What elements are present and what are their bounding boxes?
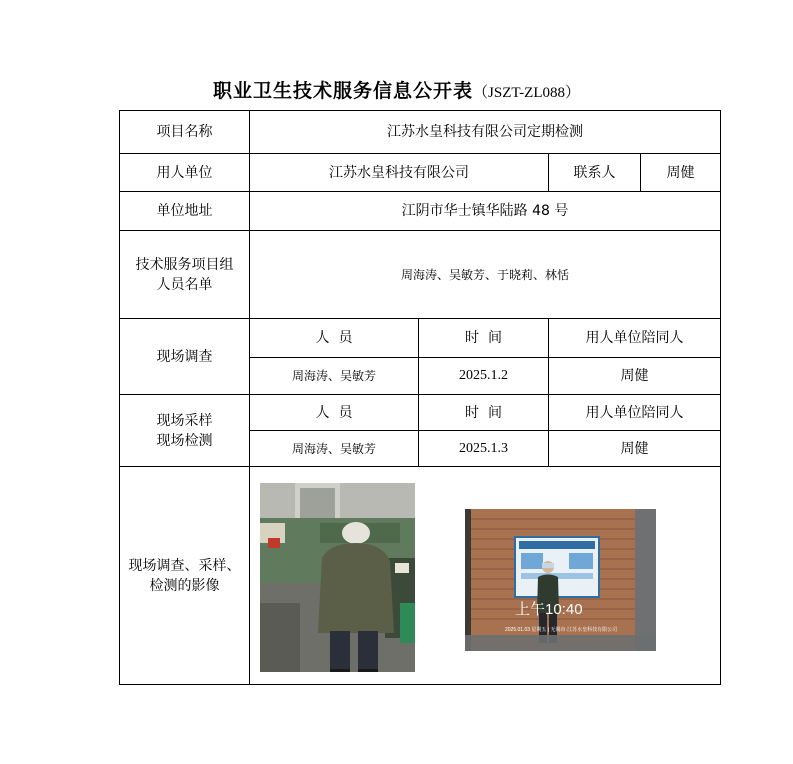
images-label-line1: 现场调查、采样、 bbox=[128, 557, 241, 574]
survey-time: 2025.1.2 bbox=[419, 358, 549, 395]
info-table bbox=[119, 110, 721, 685]
row-sampling-header bbox=[120, 395, 721, 431]
images-label-line2: 检测的影像 bbox=[149, 577, 220, 594]
team-label-line1: 技术服务项目组 bbox=[135, 256, 234, 273]
sampling-col-companion: 用人单位陪同人 bbox=[549, 395, 721, 431]
title-text: 职业卫生技术服务信息公开表 bbox=[213, 80, 474, 102]
page-title bbox=[0, 76, 793, 103]
survey-col-companion: 用人单位陪同人 bbox=[549, 319, 721, 358]
photo-timestamp: 上午10:40 bbox=[515, 601, 583, 618]
project-name-label: 项目名称 bbox=[120, 111, 250, 154]
site-photo-machine bbox=[260, 483, 415, 672]
survey-label: 现场调查 bbox=[120, 319, 250, 395]
employer-value: 江苏水皇科技有限公司 bbox=[250, 154, 549, 192]
row-team bbox=[120, 231, 721, 319]
sampling-col-personnel: 人 员 bbox=[250, 395, 419, 431]
row-survey-header bbox=[120, 319, 721, 358]
contact-label: 联系人 bbox=[549, 154, 641, 192]
images-label bbox=[120, 467, 250, 685]
sampling-col-time: 时 间 bbox=[419, 395, 549, 431]
row-images bbox=[120, 467, 721, 685]
address-label: 单位地址 bbox=[120, 192, 250, 231]
team-value: 周海涛、吴敏芳、于晓莉、林恬 bbox=[250, 231, 721, 319]
sampling-companion: 周健 bbox=[549, 431, 721, 467]
sampling-label-line1: 现场采样 bbox=[156, 412, 213, 429]
sampling-personnel: 周海涛、吴敏芳 bbox=[250, 431, 419, 467]
survey-companion: 周健 bbox=[549, 358, 721, 395]
survey-personnel: 周海涛、吴敏芳 bbox=[250, 358, 419, 395]
sampling-label bbox=[120, 395, 250, 467]
survey-col-time: 时 间 bbox=[419, 319, 549, 358]
photo-caption: 2025.01.03 星期五 | 无锡市·江苏水皇科技有限公司 bbox=[505, 627, 618, 633]
row-project-name bbox=[120, 111, 721, 154]
row-employer bbox=[120, 154, 721, 192]
team-label-line2: 人员名单 bbox=[156, 276, 213, 293]
site-photo-wall bbox=[465, 509, 656, 651]
contact-value: 周健 bbox=[641, 154, 721, 192]
project-name-value: 江苏水皇科技有限公司定期检测 bbox=[250, 111, 721, 154]
row-address bbox=[120, 192, 721, 231]
address-value: 江阴市华士镇华陆路 48 号 bbox=[250, 192, 721, 231]
photos-cell bbox=[250, 467, 721, 685]
survey-col-personnel: 人 员 bbox=[250, 319, 419, 358]
title-code: （JSZT-ZL088） bbox=[473, 85, 580, 101]
employer-label: 用人单位 bbox=[120, 154, 250, 192]
sampling-time: 2025.1.3 bbox=[419, 431, 549, 467]
team-label bbox=[120, 231, 250, 319]
sampling-label-line2: 现场检测 bbox=[156, 432, 213, 449]
